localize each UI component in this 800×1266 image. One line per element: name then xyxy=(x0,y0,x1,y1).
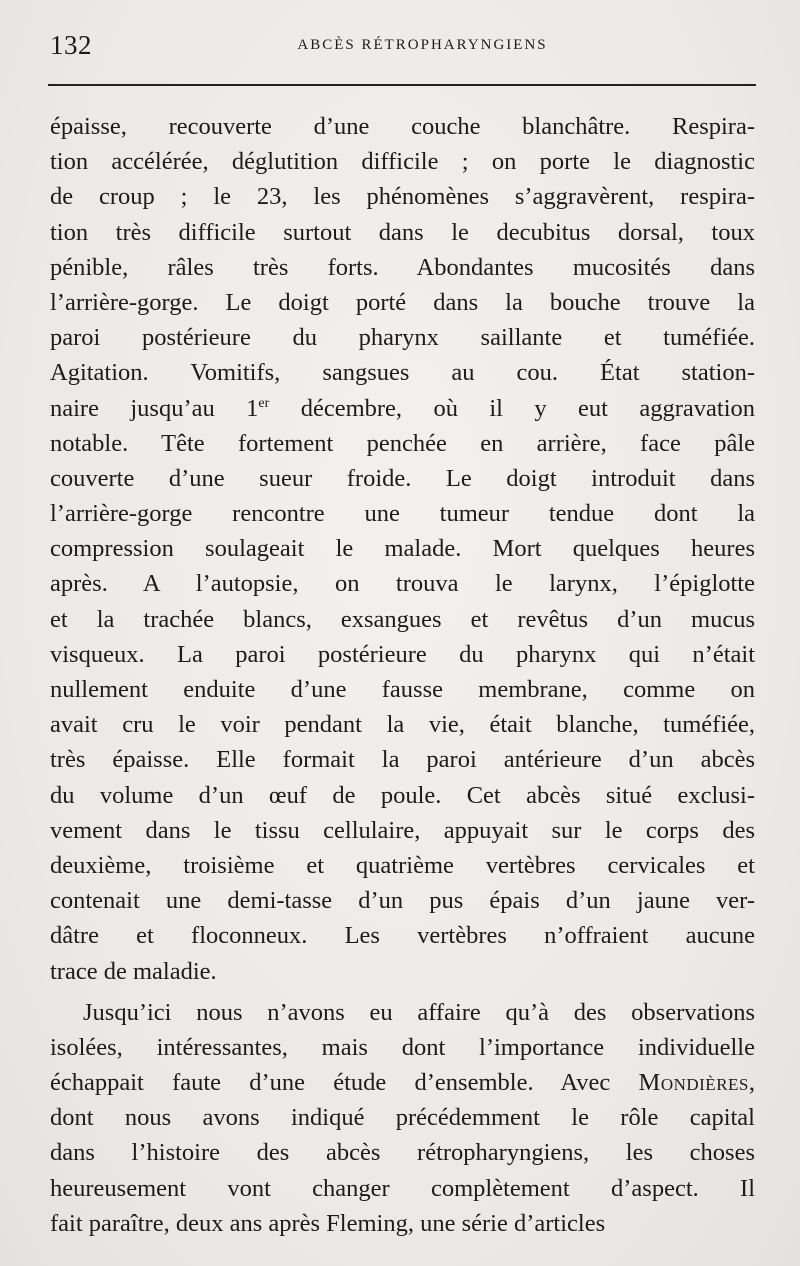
text-line: l’arrière-gorge rencontre une tumeur tendue dont la xyxy=(50,500,755,528)
text-line: contenait une demi-tasse d’un pus épais d’un jaune ver- xyxy=(50,887,755,915)
text-line: dont nous avons indiqué précédemment le rôle capital xyxy=(50,1104,755,1132)
text-segment: échappait faute d’une étude d’ensemble. Avec xyxy=(50,1069,639,1097)
text-line: très épaisse. Elle formait la paroi antérieure d’un abcès xyxy=(50,746,755,774)
text-line: Jusqu’ici nous n’avons eu affaire qu’à des observations xyxy=(83,998,755,1026)
text-line xyxy=(50,391,755,426)
header-rule xyxy=(48,84,756,86)
text-segment: naire jusqu’au 1 xyxy=(50,394,259,422)
running-head xyxy=(50,30,755,66)
body-text xyxy=(50,109,755,1241)
paragraph xyxy=(50,995,755,1241)
text-line: isolées, intéressantes, mais dont l’importance individuelle xyxy=(50,1033,755,1061)
text-line: nullement enduite d’une fausse membrane, comme on xyxy=(50,676,755,703)
text-line: l’arrière-gorge. Le doigt porté dans la bouche trouve la xyxy=(50,288,755,316)
text-line: épaisse, recouverte d’une couche blanchâtre. Respira- xyxy=(50,113,755,140)
text-line: vement dans le tissu cellulaire, appuyait sur le corps des xyxy=(50,816,755,844)
text-line: et la trachée blancs, exsangues et revêtus d’un mucus xyxy=(50,605,755,633)
text-segment: décembre, où il y eut aggravation xyxy=(269,394,755,422)
text-line: paroi postérieure du pharynx saillante et tuméfiée. xyxy=(50,324,755,352)
text-line: heureusement vont changer complètement d’aspect. Il xyxy=(50,1174,755,1202)
text-line: dans l’histoire des abcès rétropharyngiens, les choses xyxy=(50,1139,755,1167)
text-segment: , xyxy=(748,1069,755,1097)
text-line: visqueux. La paroi postérieure du pharynx qui n’était xyxy=(50,640,755,668)
text-line: avait cru le voir pendant la vie, était blanche, tuméfiée, xyxy=(50,711,755,739)
running-title: ABCÈS RÉTROPHARYNGIENS xyxy=(297,37,548,53)
text-line: dâtre et floconneux. Les vertèbres n’offraient aucune xyxy=(50,922,755,950)
author-name-small-caps: Mondières xyxy=(638,1069,749,1097)
text-line: fait paraître, deux ans après Fleming, une série d’articles xyxy=(50,1209,606,1237)
text-line: après. A l’autopsie, on trouva le larynx, l’épiglotte xyxy=(50,570,755,598)
paragraph xyxy=(50,109,755,989)
superscript: er xyxy=(258,395,270,411)
text-line: Agitation. Vomitifs, sangsues au cou. État station- xyxy=(50,359,755,387)
page-number: 132 xyxy=(50,30,92,60)
text-line: deuxième, troisième et quatrième vertèbres cervicales et xyxy=(50,851,755,879)
text-line: tion très difficile surtout dans le decubitus dorsal, toux xyxy=(50,218,755,246)
text-line: notable. Tête fortement penchée en arrière, face pâle xyxy=(50,429,755,457)
text-line: de croup ; le 23, les phénomènes s’aggravèrent, respira- xyxy=(50,183,755,211)
text-line: trace de maladie. xyxy=(50,957,217,985)
text-line: du volume d’un œuf de poule. Cet abcès situé exclusi- xyxy=(50,781,755,809)
text-line: tion accélérée, déglutition difficile ; on porte le diagnostic xyxy=(50,148,755,176)
text-line xyxy=(50,1065,755,1100)
text-line: compression soulageait le malade. Mort quelques heures xyxy=(50,535,755,563)
text-line: couverte d’une sueur froide. Le doigt introduit dans xyxy=(50,464,755,492)
text-line: pénible, râles très forts. Abondantes mucosités dans xyxy=(50,253,755,281)
